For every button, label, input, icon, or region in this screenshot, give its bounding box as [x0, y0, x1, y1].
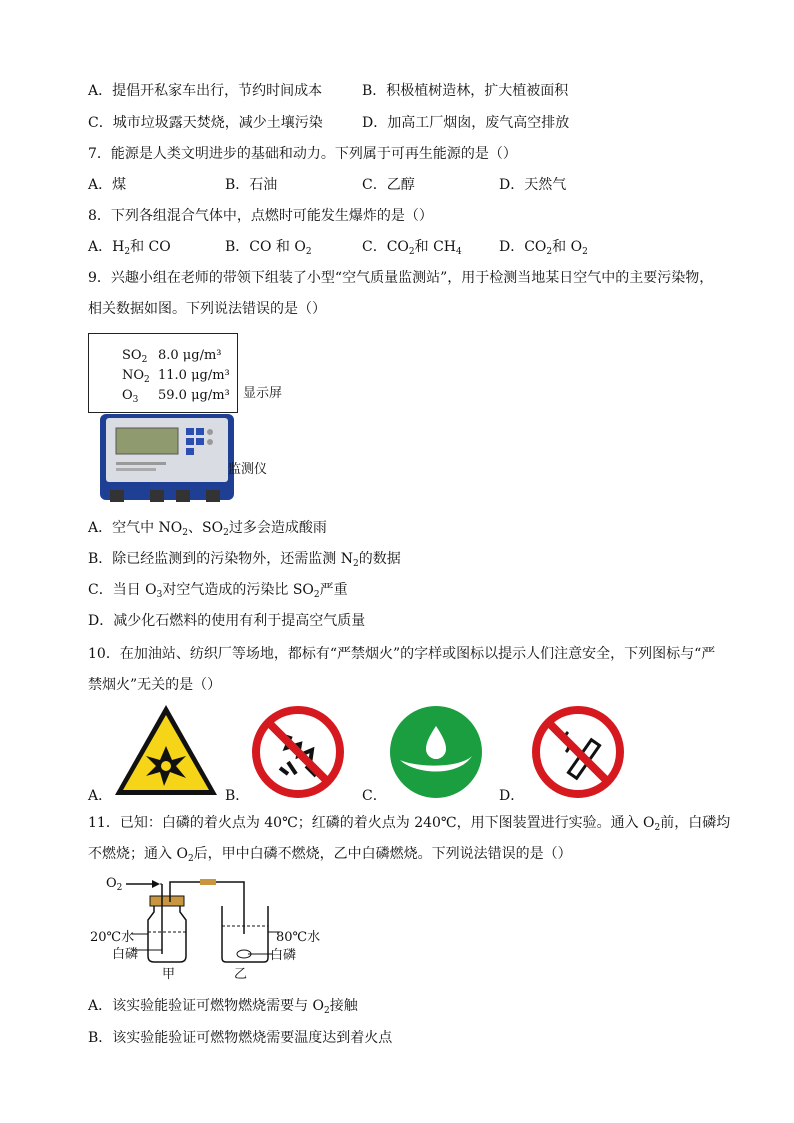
o2-inlet-label: $O_2$ [106, 876, 123, 893]
q11-option-b: B．该实验能验证可燃物燃烧需要温度达到着火点 [88, 1030, 393, 1046]
q9-option-a: A．空气中 $NO_2$、$SO_2$过多会造成酸雨 [88, 520, 327, 538]
q6-option-a: A．提倡开私家车出行，节约时间成本 [88, 83, 323, 99]
q10-stem-line1: 10．在加油站、纺织厂等场地，都标有“严禁烟火”的字样或图标以提示人们注意安全，下列图标与“严 [88, 646, 716, 662]
bottle-jia-label: 甲 [162, 967, 176, 982]
screen-label: 显示屏 [243, 386, 283, 401]
q8-option-a: A．$H_2$和 CO [88, 239, 171, 257]
q7-option-c: C．乙醇 [362, 177, 415, 193]
left-phosphorus-label: 白磷 [112, 947, 139, 962]
beaker-yi-label: 乙 [234, 967, 248, 982]
q6-option-d: D．加高工厂烟囱，废气高空排放 [362, 115, 570, 131]
q6-option-c: C．城市垃圾露天焚烧，减少土壤污染 [88, 115, 323, 131]
q7-option-b: B．石油 [225, 177, 278, 193]
q9-stem-line2: 相关数据如图。下列说法错误的是（） [88, 301, 326, 317]
right-water-label: 80℃水 [276, 930, 321, 945]
q7-stem: 7．能源是人类文明进步的基础和动力。下列属于可再生能源的是（） [88, 146, 517, 162]
q9-stem-line1: 9．兴趣小组在老师的带领下组装了小型“空气质量监测站”，用于检测当地某日空气中的主要污染物， [88, 270, 714, 286]
left-water-label: 20℃水 [90, 930, 135, 945]
q10-option-b: B． [225, 788, 250, 804]
right-phosphorus-label: 白磷 [270, 948, 297, 963]
screen-row-so2: $SO_2$ 8.0 μg/m³ [122, 348, 222, 365]
q8-option-c: C．$CO_2$和 $CH_4$ [362, 239, 462, 257]
water-saving-icon [388, 704, 484, 800]
screen-readings [122, 348, 230, 408]
q9-option-c: C．当日 $O_3$对空气造成的污染比 $SO_2$严重 [88, 582, 348, 600]
q11-option-a: A．该实验能验证可燃物燃烧需要与 $O_2$接触 [88, 998, 358, 1016]
q7-option-d: D．天然气 [499, 177, 567, 193]
q10-option-c: C． [362, 788, 387, 804]
q11-stem-line1: 11．已知：白磷的着火点为 40℃；红磷的着火点为 240℃，用下图装置进行实验。通入 $O_2$前，白磷均 [88, 815, 731, 833]
q8-stem: 8．下列各组混合气体中，点燃时可能发生爆炸的是（） [88, 208, 433, 224]
no-smoking-icon [530, 704, 626, 800]
device-label: 监测仪 [228, 462, 268, 477]
explosive-warning-icon [112, 702, 220, 798]
no-fireworks-icon [250, 704, 346, 800]
q10-option-a: A． [88, 788, 113, 804]
q9-option-b: B．除已经监测到的污染物外，还需监测 $N_2$的数据 [88, 551, 401, 569]
q8-option-b: B．CO 和 $O_2$ [225, 239, 312, 257]
q6-option-b: B．积极植树造林，扩大植被面积 [362, 83, 569, 99]
q10-stem-line2: 禁烟火”无关的是（） [88, 677, 222, 693]
q7-option-a: A．煤 [88, 177, 127, 193]
screen-row-no2: $NO_2$ 11.0 μg/m³ [122, 368, 230, 385]
q10-option-d: D． [499, 788, 525, 804]
q11-stem-line2: 不燃烧；通入 $O_2$后，甲中白磷不燃烧，乙中白磷燃烧。下列说法错误的是（） [88, 846, 572, 864]
screen-row-o3: $O_3$ 59.0 μg/m³ [122, 388, 230, 405]
q8-option-d: D．$CO_2$和 $O_2$ [499, 239, 588, 257]
q9-option-d: D．减少化石燃料的使用有利于提高空气质量 [88, 613, 366, 629]
monitor-device-illustration [98, 410, 238, 510]
